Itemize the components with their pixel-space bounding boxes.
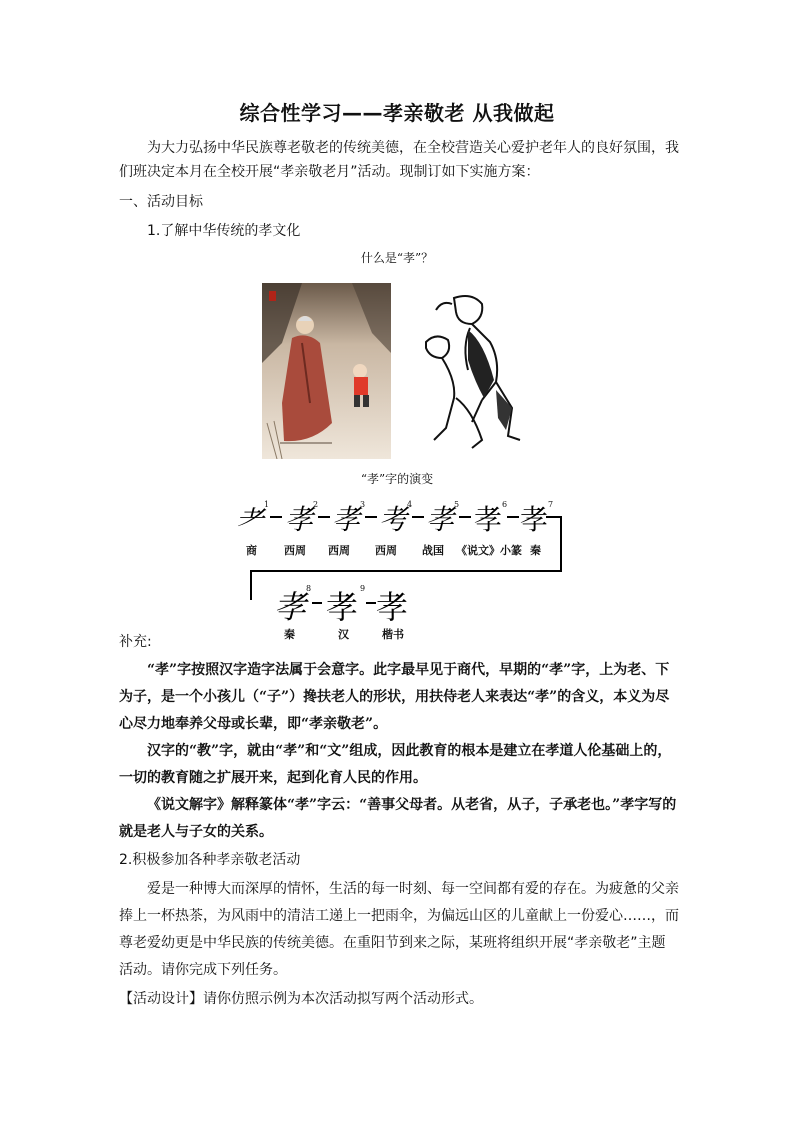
evolution-label-7: 秦 [530,544,541,557]
evolution-label-3: 西周 [328,544,350,557]
evolution-num-5: 5 [454,500,460,509]
evolution-num-8: 8 [306,584,312,593]
drawing-elder-carried [412,290,532,460]
activity-paragraph: 爱是一种博大而深厚的情怀，生活的每一时刻、每一空间都有爱的存在。为疲惫的父亲捧上一杯热茶，为风雨中的清洁工递上一把雨伞，为偏远山区的儿童献上一份爱心……，而尊老爱幼更是中华民族的传统美德。在重阳节到来之际，某班将组织开展“孝亲敬老”主题活动。请你完成下列任务。 [119,881,679,978]
evolution-dash [459,516,471,518]
section-heading-goals: 一、活动目标 [119,194,203,210]
supplement-paragraph-3: 《说文解字》解释篆体“孝”字云：“善事父母者。从老省，从子，子承老也。”孝字写的就是老人与子女的关系。 [119,797,677,840]
goal-item-2: 2.积极参加各种孝亲敬老活动 [119,852,301,868]
evolution-label-1: 商 [246,544,257,557]
evolution-label-8: 秦 [284,628,295,641]
evolution-glyph-6: 孝 [474,503,503,536]
evolution-label-6: 《说文》小篆 [456,544,522,557]
evolution-dash [270,516,282,518]
evolution-num-2: 2 [313,500,319,509]
painting-elder-child [262,283,391,459]
evolution-label-4: 西周 [375,544,397,557]
xiao-evolution-chart [230,498,580,648]
evolution-num-7: 7 [548,500,554,509]
evolution-connector-bottom [250,570,562,572]
evolution-label-5: 战国 [422,544,444,557]
evolution-label-10: 楷书 [382,628,404,641]
page-title: 综合性学习——孝亲敬老 从我做起 [239,101,555,125]
evolution-dash [312,602,322,604]
evolution-num-9: 9 [360,584,366,593]
evolution-connector-right [560,516,562,572]
evolution-dash [366,602,376,604]
intro-paragraph: 为大力弘扬中华民族尊老敬老的传统美德，在全校营造关心爱护老年人的良好氛围，我们班决定本月在全校开展“孝亲敬老月”活动。现制订如下实施方案： [119,140,679,180]
evolution-label-9: 汉 [338,628,349,641]
evolution-glyph-5: 孝 [426,503,455,536]
goal-item-1: 1.了解中华传统的孝文化 [147,223,301,239]
evolution-glyph-8: 孝 [274,588,307,626]
evolution-num-1: 1 [264,500,270,509]
evolution-num-3: 3 [360,500,366,509]
supplement-label: 补充: [119,634,152,650]
caption-character-evolution: “孝”字的演变 [360,472,434,486]
evolution-glyph-2: 孝 [285,503,314,536]
evolution-glyph-1: 耂 [236,503,265,536]
caption-what-is-xiao: 什么是“孝”？ [360,251,434,265]
painting-elder-child-image [262,283,391,459]
supplement-paragraph-2: 汉字的“教”字，就由“孝”和“文”组成，因此教育的根本是建立在孝道人伦基础上的，一切的教育随之扩展开来，起到化育人民的作用。 [119,743,672,786]
evolution-glyph-4: 考 [379,503,408,536]
evolution-connector-left [250,570,252,600]
evolution-connector-top [546,516,562,518]
drawing-elder-carried-image [412,290,532,460]
evolution-glyph-3: 孝 [332,503,361,536]
evolution-glyph-7: 孝 [520,503,549,536]
evolution-num-4: 4 [407,500,413,509]
evolution-label-2: 西周 [284,544,306,557]
supplement-paragraph-1: “孝”字按照汉字造字法属于会意字。此字最早见于商代，早期的“孝”字，上为老、下为子，是一个小孩儿（“子”）搀扶老人的形状，用扶侍老人来表达“孝”的含义，本义为尽心尽力地奉养父母或长辈，即“孝亲敬老”。 [119,662,670,732]
evolution-dash [412,516,424,518]
evolution-glyph-10: 孝 [376,588,409,626]
evolution-glyph-9: 孝 [326,588,359,626]
evolution-dash [318,516,330,518]
evolution-num-6: 6 [502,500,508,509]
activity-design-prompt: 【活动设计】请你仿照示例为本次活动拟写两个活动形式。 [119,991,483,1007]
evolution-dash [507,516,519,518]
evolution-dash [365,516,377,518]
